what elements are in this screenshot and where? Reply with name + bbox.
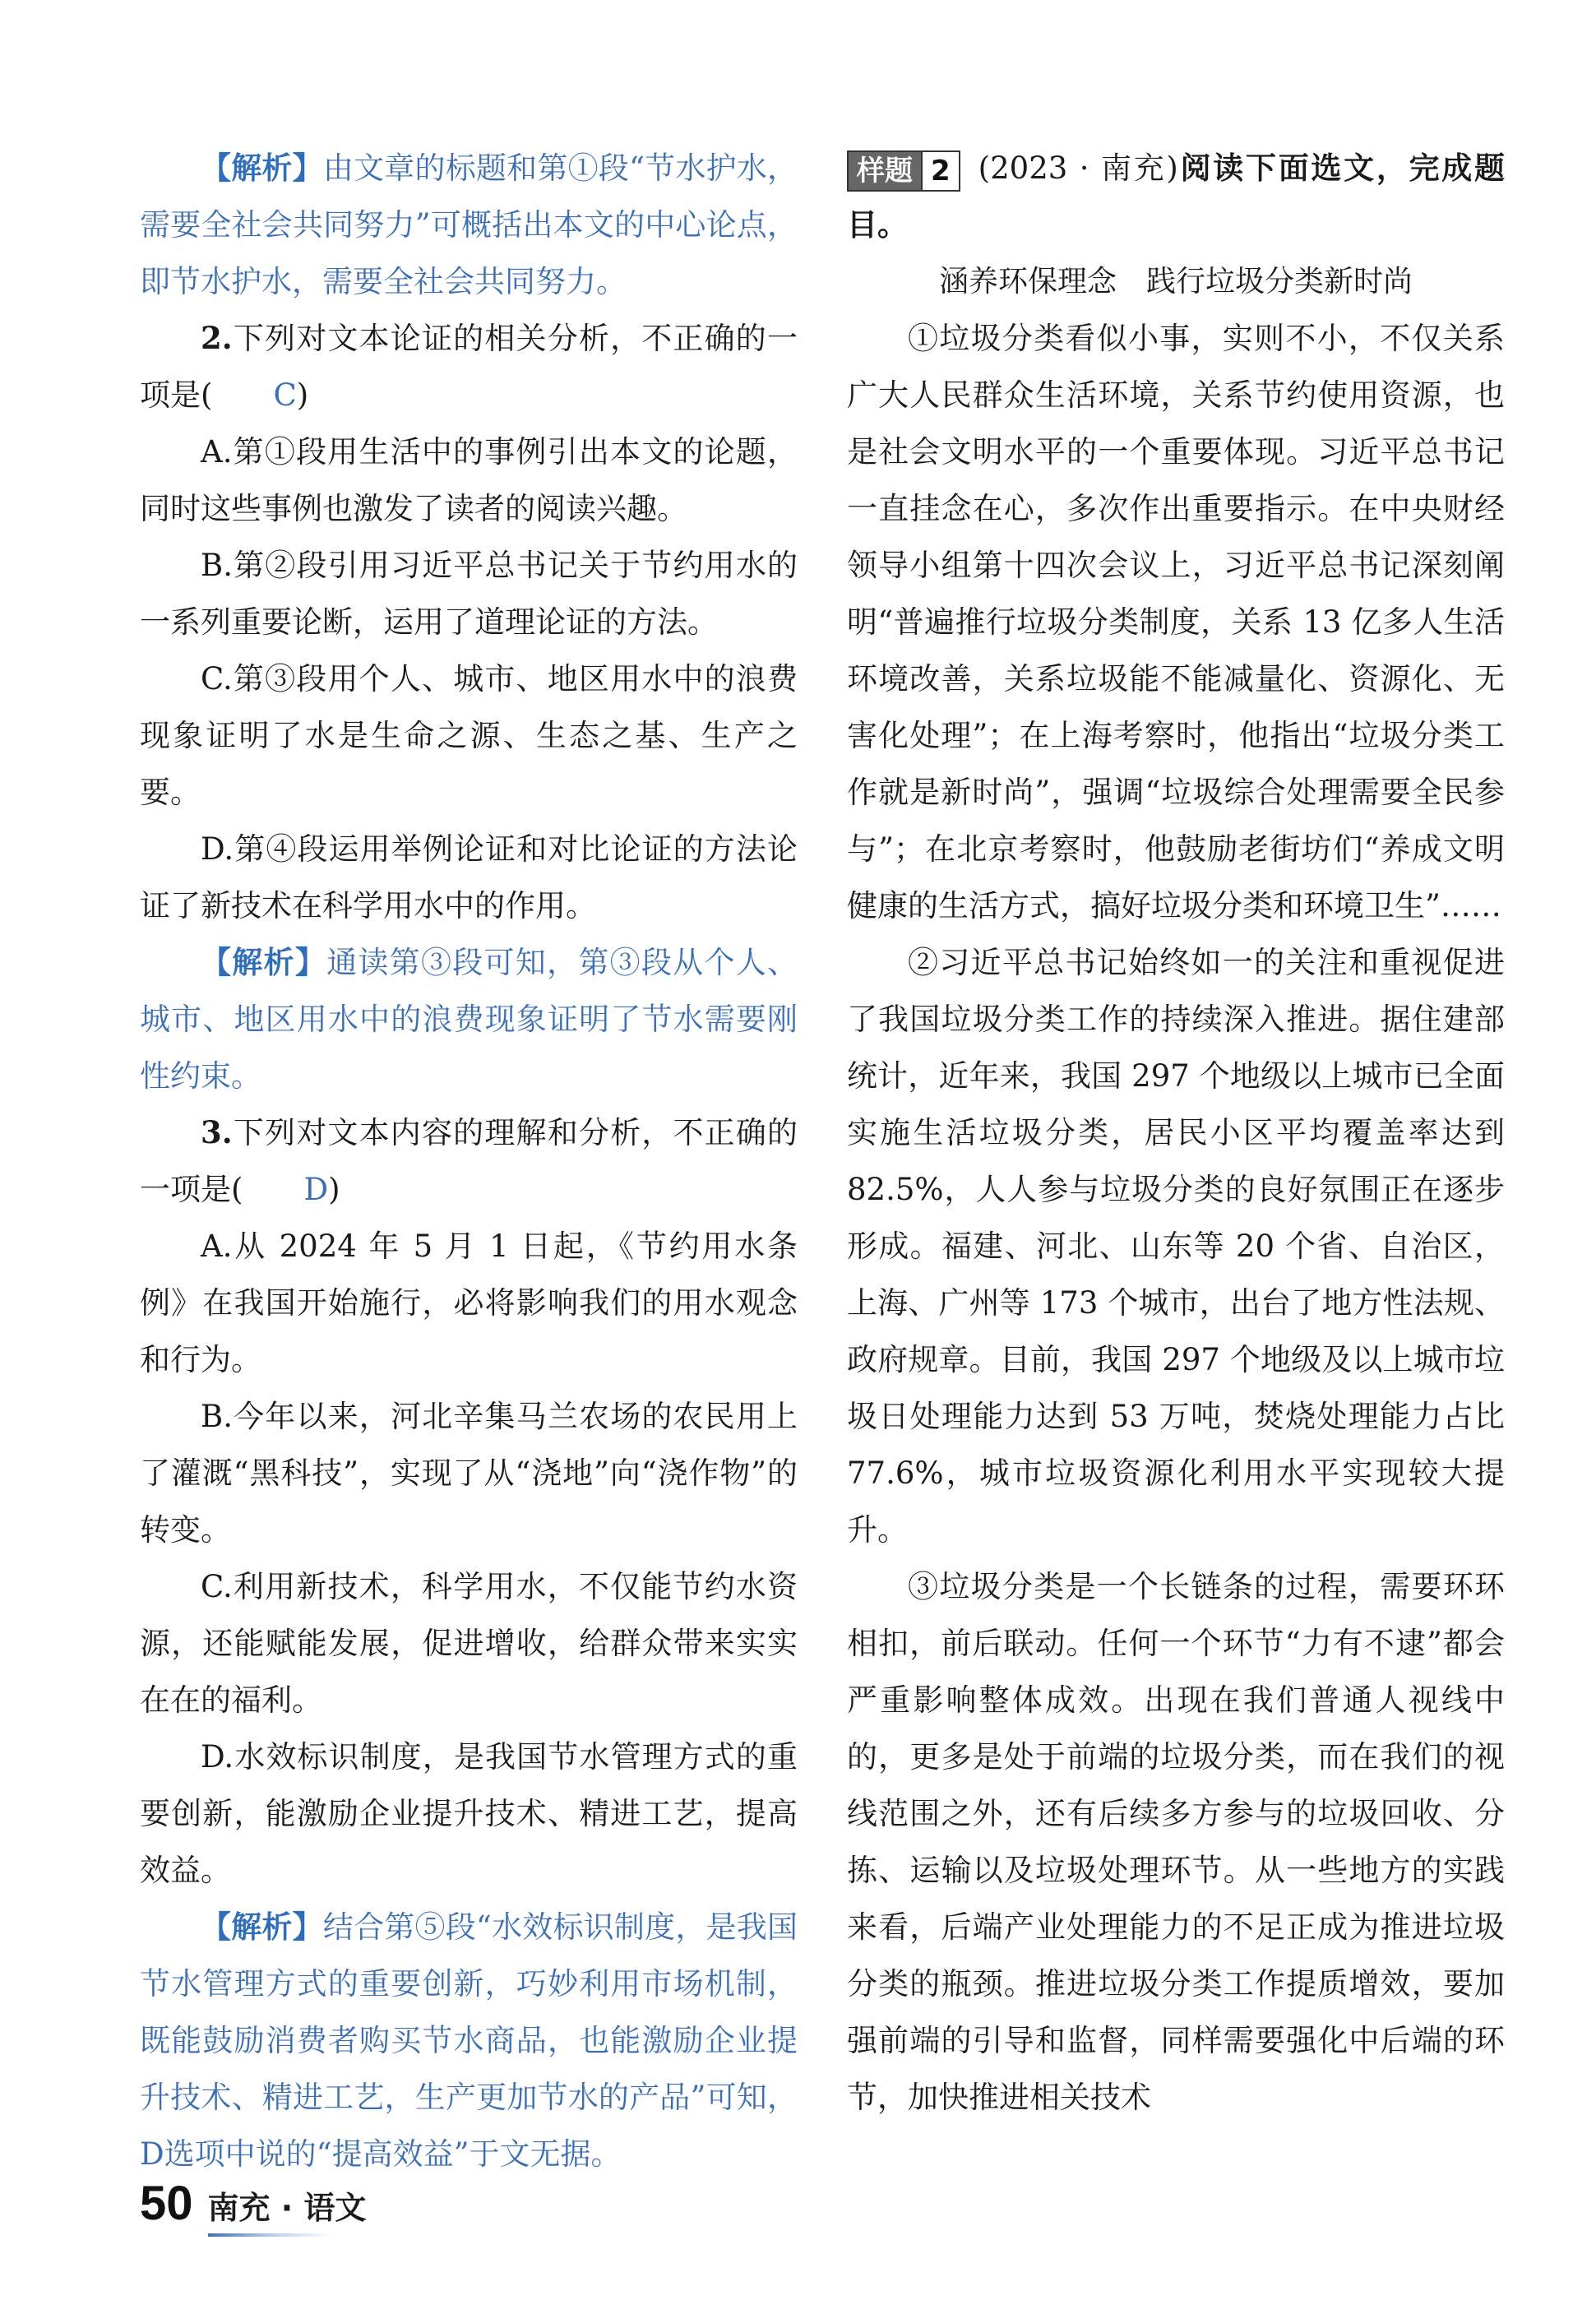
question-text: 下列对文本内容的理解和分析，不正确的一项是( — [140, 1115, 798, 1207]
question-text-end: ) — [328, 1172, 340, 1207]
analysis-text: 通读第③段可知，第③段从个人、城市、地区用水中的浪费现象证明了节水需要刚性约束。 — [140, 945, 798, 1094]
q2-analysis — [140, 934, 798, 1104]
question-number: 2. — [201, 320, 233, 356]
left-column — [140, 140, 798, 2182]
page-footer — [140, 2179, 366, 2228]
option-c: C.利用新技术，科学用水，不仅能节约水资源，还能赋能发展，促进增收，给群众带来实实在在的福利。 — [140, 1569, 798, 1718]
sample-badge-number: 2 — [921, 152, 959, 190]
question-2-stem — [140, 310, 798, 423]
q3-analysis — [140, 1899, 798, 2182]
source: (2023 · 南充) — [978, 150, 1178, 186]
option-a: A.从 2024 年 5 月 1 日起，《节约用水条例》在我国开始施行，必将影响我们的用水观念和行为。 — [140, 1229, 798, 1377]
instruction: 阅读下面选文，完成题目。 — [847, 150, 1506, 243]
analysis-tag: 【解析】 — [201, 1909, 323, 1945]
answer-d: D — [303, 1172, 329, 1207]
paragraph-3: ③垃圾分类是一个长链条的过程，需要环环相扣，前后联动。任何一个环节“力有不逮”都会严重影响整体成效。出现在我们普通人视线中的，更多是处于前端的垃圾分类，而在我们的视线范围之外，还有后续多方参与的垃圾回收、分拣、运输以及垃圾处理环节。从一些地方的实践来看，后端产业处理能力的不足正成为推进垃圾分类的瓶颈。推进垃圾分类工作提质增效，要加强前端的引导和监督，同样需要强化中后端的环节，加快推进相关技术 — [847, 1569, 1505, 2115]
option-c: C.第③段用个人、城市、地区用水中的浪费现象证明了水是生命之源、生态之基、生产之要。 — [140, 661, 798, 810]
footer-underline — [208, 2233, 331, 2237]
q1-analysis — [140, 140, 798, 310]
question-text: 下列对文本论证的相关分析，不正确的一项是( — [140, 321, 798, 413]
option-b: B.第②段引用习近平总书记关于节约用水的一系列重要论断，运用了道理论证的方法。 — [140, 548, 798, 640]
analysis-tag: 【解析】 — [201, 150, 323, 186]
article-title: 涵养环保理念 践行垃圾分类新时尚 — [938, 265, 1413, 298]
analysis-tag: 【解析】 — [201, 945, 327, 980]
option-d: D.水效标识制度，是我国节水管理方式的重要创新，能激励企业提升技术、精进工艺，提高效益。 — [140, 1739, 798, 1888]
analysis-text: 由文章的标题和第①段“节水护水，需要全社会共同努力”可概括出本文的中心论点，即节水护水，需要全社会共同努力。 — [140, 150, 798, 299]
page-number: 50 — [140, 2177, 193, 2230]
paragraph-2: ②习近平总书记始终如一的关注和重视促进了我国垃圾分类工作的持续深入推进。据住建部统计，近年来，我国 297 个地级以上城市已全面实施生活垃圾分类，居民小区平均覆盖率达到 82.5%，人人参与垃圾分类的良好氛围正在逐步形成。福建、河北、山东等 20 个省、自治区，上海、广州等 173 个城市，出台了地方性法规、政府规章。目前，我国 297 个地级及以上城市垃圾日处理能力达到 53 万吨，焚烧处理能力占比 77.6%，城市垃圾资源化利用水平实现较大提升。 — [847, 945, 1505, 1548]
paragraph-1: ①垃圾分类看似小事，实则不小，不仅关系广大人民群众生活环境，关系节约使用资源，也是社会文明水平的一个重要体现。习近平总书记一直挂念在心，多次作出重要指示。在中央财经领导小组第十四次会议上，习近平总书记深刻阐明“普遍推行垃圾分类制度，关系 13 亿多人生活环境改善，关系垃圾能不能减量化、资源化、无害化处理”；在上海考察时，他指出“垃圾分类工作就是新时尚”，强调“垃圾综合处理需要全民参与”；在北京考察时，他鼓励老街坊们“养成文明健康的生活方式，搞好垃圾分类和环境卫生”…… — [847, 321, 1505, 923]
footer-title-text: 南充 · 语文 — [207, 2190, 367, 2226]
footer-title — [208, 2187, 367, 2228]
answer-c: C — [273, 377, 297, 413]
question-number: 3. — [201, 1114, 233, 1150]
sample-badge-label: 样题 — [849, 152, 921, 190]
option-d: D.第④段运用举例论证和对比论证的方法论证了新技术在科学用水中的作用。 — [140, 831, 798, 923]
option-b: B.今年以来，河北辛集马兰农场的农民用上了灌溉“黑科技”，实现了从“浇地”向“浇作物”的转变。 — [140, 1399, 798, 1548]
sample-badge — [847, 150, 960, 192]
question-text-end: ) — [296, 377, 309, 413]
right-column — [847, 140, 1505, 2126]
question-3-stem — [140, 1104, 798, 1218]
option-a: A.第①段用生活中的事例引出本文的论题，同时这些事例也激发了读者的阅读兴趣。 — [140, 434, 798, 526]
analysis-text: 结合第⑤段“水效标识制度，是我国节水管理方式的重要创新，巧妙利用市场机制，既能鼓励消费者购买节水商品，也能激励企业提升技术、精进工艺，生产更加节水的产品”可知，D选项中说的“提高效益”于文无据。 — [140, 1909, 798, 2172]
sample-question-header — [847, 140, 1505, 253]
